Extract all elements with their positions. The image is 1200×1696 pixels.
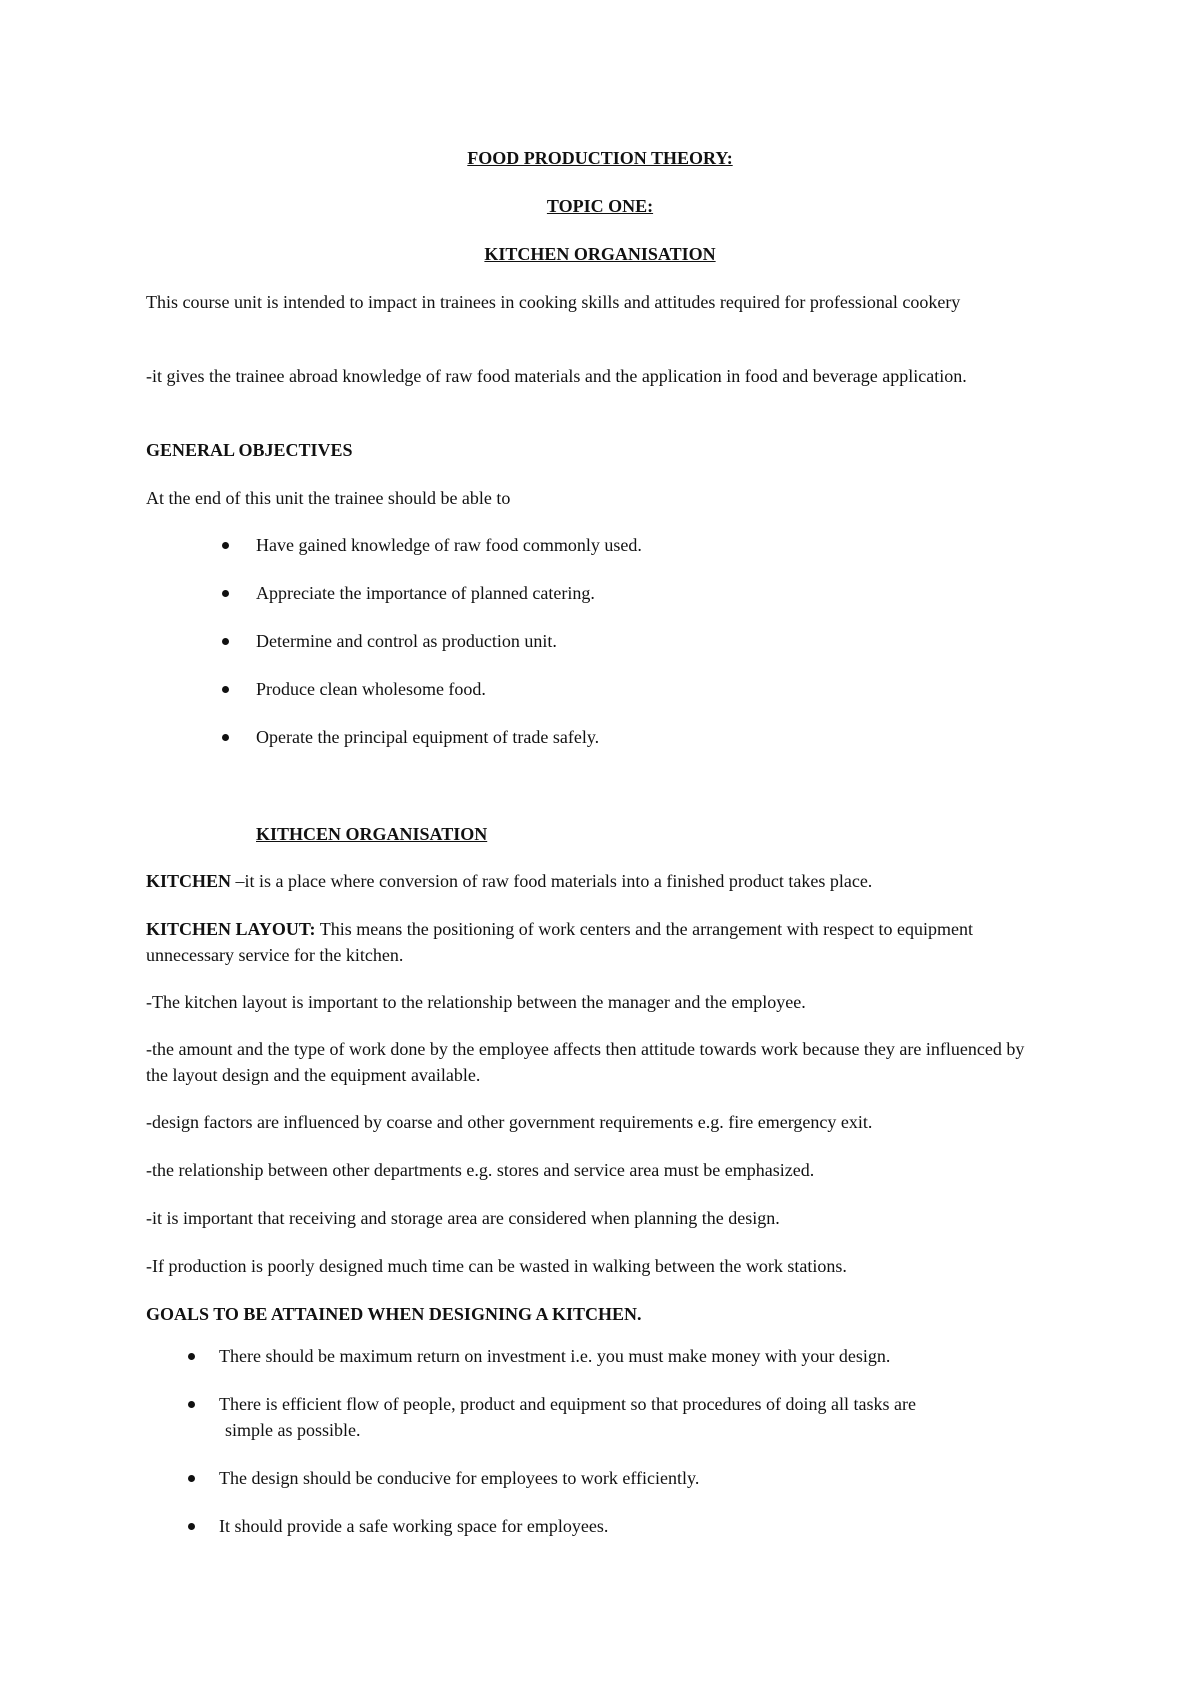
organisation-heading: KITHCEN ORGANISATION: [256, 824, 488, 844]
layout-point: -design factors are influenced by coarse and other government requirements e.g. fire emergency exit.: [146, 1112, 873, 1132]
bullet-icon: [188, 1523, 195, 1530]
list-item: Have gained knowledge of raw food commonly used.: [256, 532, 1056, 580]
layout-term: KITCHEN LAYOUT:: [146, 919, 316, 939]
kitchen-definition: [146, 868, 1026, 894]
list-item: There is efficient flow of people, product and equipment so that procedures of doing all tasks are simple as possible.: [219, 1391, 1039, 1465]
kitchen-def-text: –it is a place where conversion of raw food materials into a finished product takes place.: [231, 871, 873, 891]
list-item: The design should be conducive for employees to work efficiently.: [219, 1465, 1039, 1513]
objectives-list: [256, 532, 1056, 772]
list-item: Determine and control as production unit.: [256, 628, 1056, 676]
objectives-lead: At the end of this unit the trainee should be able to: [146, 488, 511, 508]
topic-title: TOPIC ONE:: [546, 196, 654, 216]
goals-heading: GOALS TO BE ATTAINED WHEN DESIGNING A KITCHEN.: [146, 1304, 642, 1324]
layout-def-text: This means the positioning of work centers and the arrangement with respect to equipment unnecessary service for the kitchen.: [146, 919, 974, 965]
objectives-heading: GENERAL OBJECTIVES: [146, 440, 353, 460]
list-item: Produce clean wholesome food.: [256, 676, 1056, 724]
bullet-icon: [222, 686, 229, 693]
layout-point: -The kitchen layout is important to the relationship between the manager and the employee.: [146, 992, 806, 1012]
layout-point: -the amount and the type of work done by the employee affects then attitude towards work because they are influenced by the layout design and the equipment available.: [146, 1039, 1025, 1085]
layout-point: -the relationship between other departments e.g. stores and service area must be emphasized.: [146, 1160, 815, 1180]
bullet-icon: [222, 542, 229, 549]
goals-list: [219, 1343, 1039, 1561]
kitchen-term: KITCHEN: [146, 871, 232, 891]
list-item: It should provide a safe working space for employees.: [219, 1513, 1039, 1561]
intro-paragraph-2: -it gives the trainee abroad knowledge of raw food materials and the application in food and beverage application.: [146, 366, 967, 386]
kitchen-layout-definition: [146, 916, 1026, 968]
list-item: Operate the principal equipment of trade safely.: [256, 724, 1056, 772]
list-item: There should be maximum return on investment i.e. you must make money with your design.: [219, 1343, 1039, 1391]
bullet-icon: [222, 590, 229, 597]
bullet-icon: [188, 1475, 195, 1482]
layout-point: -it is important that receiving and storage area are considered when planning the design.: [146, 1208, 780, 1228]
section-title: KITCHEN ORGANISATION: [484, 244, 716, 264]
intro-paragraph-1: This course unit is intended to impact in trainees in cooking skills and attitudes required for professional cookery: [146, 292, 961, 312]
bullet-icon: [188, 1353, 195, 1360]
bullet-icon: [222, 638, 229, 645]
bullet-icon: [188, 1401, 195, 1408]
document-title: FOOD PRODUCTION THEORY:: [467, 148, 733, 168]
bullet-icon: [222, 734, 229, 741]
layout-point: -If production is poorly designed much time can be wasted in walking between the work stations.: [146, 1256, 847, 1276]
list-item: Appreciate the importance of planned catering.: [256, 580, 1056, 628]
